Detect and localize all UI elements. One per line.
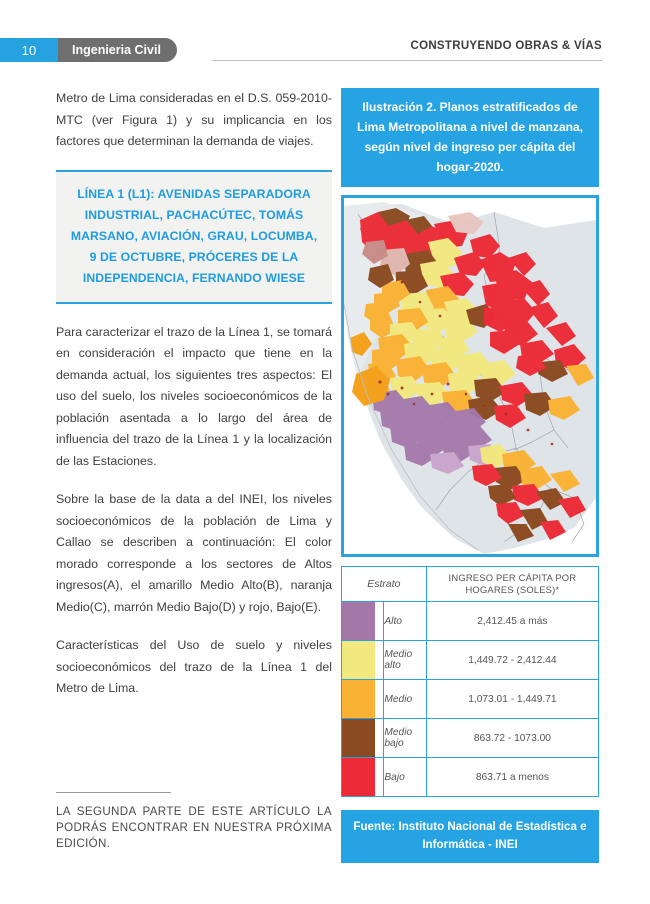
header-divider (212, 60, 602, 61)
legend-label: Medio (384, 680, 426, 719)
legend-label: Medio alto (384, 641, 426, 680)
legend-header-stratum: Estrato (342, 567, 427, 602)
table-row (342, 758, 599, 797)
paragraph-4: Características del Uso de suelo y niveles socioeconómicos del trazo de la Línea 1 del Metro de Lima. (56, 638, 332, 695)
legend-range: 2,412.45 a más (426, 602, 598, 641)
color-swatch (342, 641, 375, 679)
paragraph-2: Para caracterizar el trazo de la Línea 1, se tomará en consideración el impacto que tiene en la demanda actual, los siguientes tres aspectos: El uso del suelo, los niveles socioeconómicos de la población asentada a lo largo del área de influencia del trazo de la Línea 1 y la localización de las Estaciones. (56, 324, 332, 468)
footnote-divider (56, 792, 171, 793)
lima-stratified-map (344, 198, 596, 554)
legend-header-income: INGRESO PER CÁPITA POR HOGARES (SOLES)* (426, 567, 598, 602)
page-header (0, 38, 650, 62)
legend-range: 863.72 - 1073.00 (426, 719, 598, 758)
legend-range: 1,449.72 - 2,412.44 (426, 641, 598, 680)
legend-label: Medio bajo (384, 719, 426, 758)
legend-label: Bajo (384, 758, 426, 797)
footnote-text: LA SEGUNDA PARTE DE ESTE ARTÍCULO LA PODRÁS ENCONTRAR EN NUESTRA PRÓXIMA EDICIÓN. (56, 805, 332, 850)
legend-header-row (342, 567, 599, 602)
legend-range: 863.71 a menos (426, 758, 598, 797)
figure-source: Fuente: Instituto Nacional de Estadística e Informática - INEI (341, 810, 599, 863)
callout-text: LÍNEA 1 (L1): AVENIDAS SEPARADORA INDUSTRIAL, PACHACÚTEC, TOMÁS MARSANO, AVIACIÓN, GRAU, LOCUMBA, 9 DE OCTUBRE, PRÓCERES DE LA INDEPENDENCIA, FERNANDO WIESE (70, 186, 318, 285)
section-tag: Ingenieria Civil (58, 38, 177, 62)
color-swatch (342, 602, 375, 640)
legend-swatch-medio-alto (342, 641, 384, 680)
legend-table-body (342, 602, 599, 797)
color-swatch (342, 719, 375, 757)
footnote-block (56, 792, 332, 852)
legend-swatch-medio-bajo (342, 719, 384, 758)
legend-swatch-medio (342, 680, 384, 719)
map-figure (341, 195, 599, 557)
line-1-callout (56, 170, 332, 304)
legend-table-head (342, 567, 599, 602)
color-swatch (342, 680, 375, 718)
left-text-column (56, 88, 332, 717)
running-title: CONSTRUYENDO OBRAS & VÍAS (410, 40, 602, 52)
table-row (342, 641, 599, 680)
legend-label: Alto (384, 602, 426, 641)
legend-range: 1,073.01 - 1,449.71 (426, 680, 598, 719)
paragraph-1: Metro de Lima consideradas en el D.S. 059-2010-MTC (ver Figura 1) y su implicancia en los factores que determinan la demanda de viajes. (56, 91, 332, 148)
paragraph-3: Sobre la base de la data a del INEI, los niveles socioeconómicos de la población de Lima y Callao se describen a continuación: El color morado corresponde a los sectores de Altos ingresos(A), el amarillo Medio Alto(B), naranja Medio(C), marrón Medio Bajo(D) y rojo, Bajo(E). (56, 492, 332, 614)
table-row (342, 719, 599, 758)
page-number: 10 (0, 38, 58, 62)
right-figure-column (341, 88, 599, 863)
table-row (342, 680, 599, 719)
legend-table (341, 566, 599, 797)
legend-swatch-bajo (342, 758, 384, 797)
table-row (342, 602, 599, 641)
legend-swatch-alto (342, 602, 384, 641)
figure-caption: Ilustración 2. Planos estratificados de Lima Metropolitana a nivel de manzana, según nivel de ingreso per cápita del hogar-2020. (341, 88, 599, 187)
color-swatch (342, 758, 375, 796)
